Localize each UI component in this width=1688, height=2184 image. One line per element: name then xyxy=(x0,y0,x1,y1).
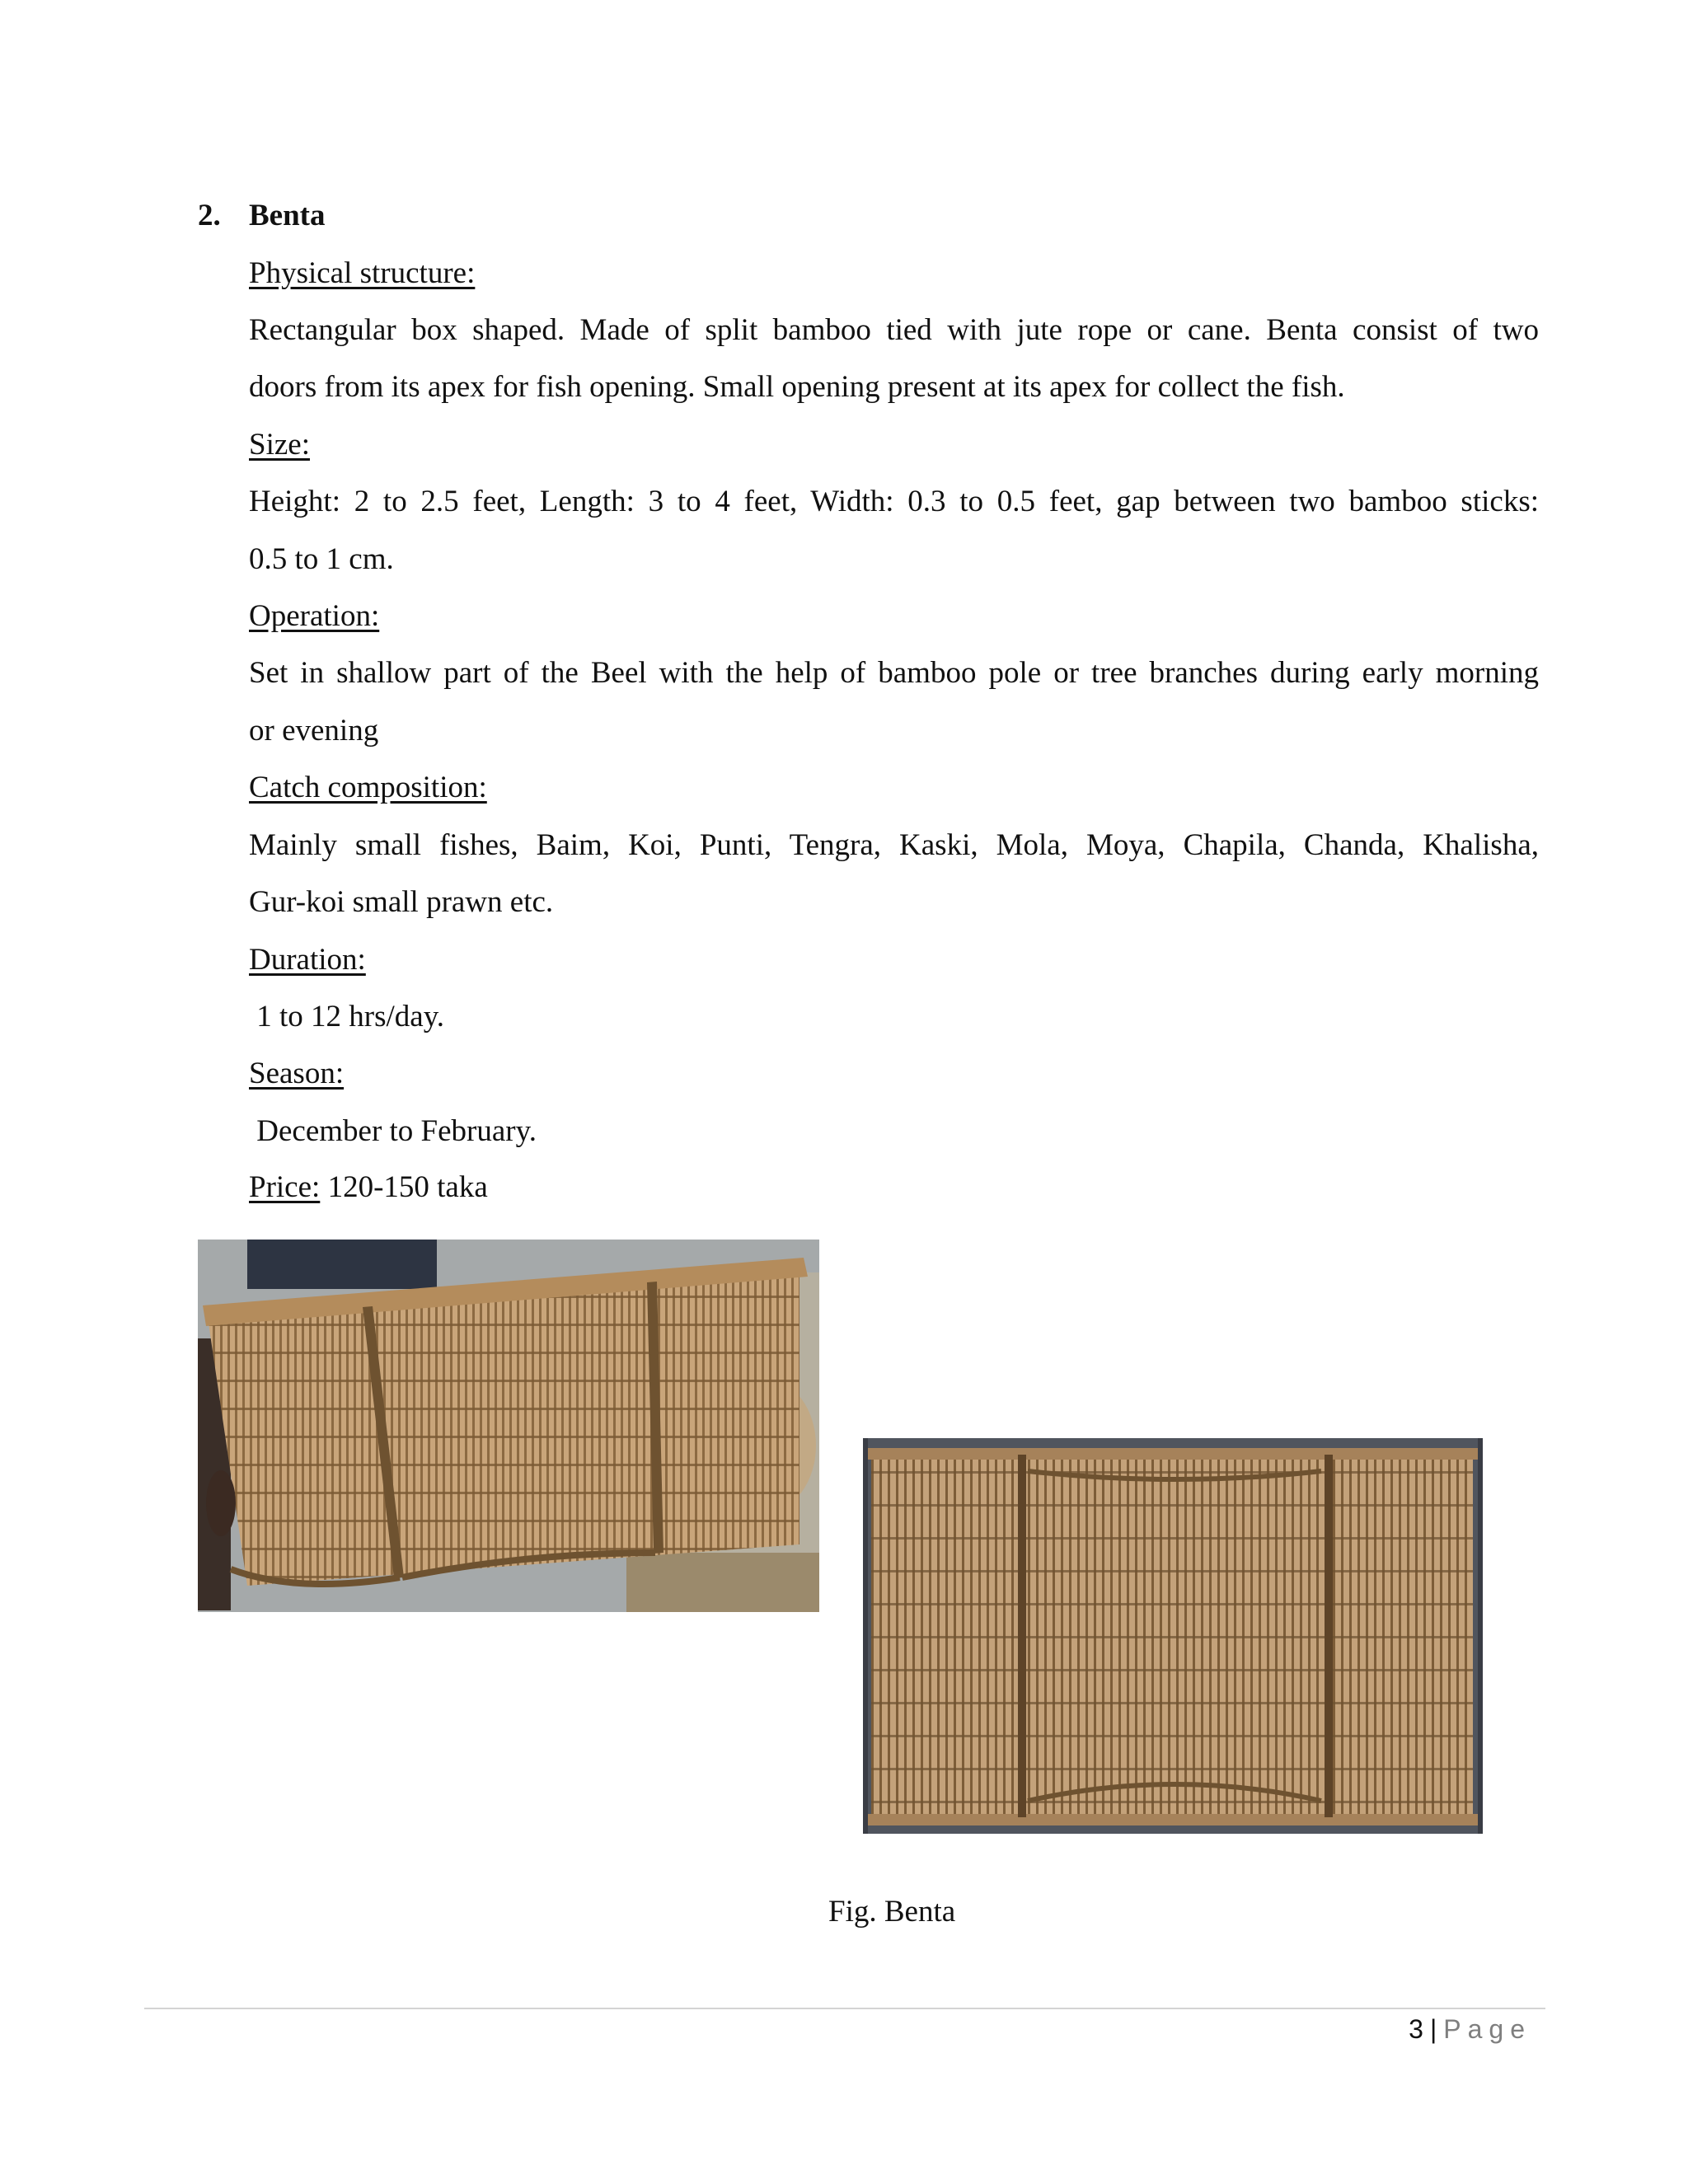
operation-line-2: or evening xyxy=(249,714,379,748)
figure-caption: Fig. Benta xyxy=(828,1895,956,1929)
page-number: 3 xyxy=(1409,2014,1423,2044)
benta-photo-2 xyxy=(863,1438,1483,1834)
price-label: Price: xyxy=(249,1170,321,1204)
catch-composition-line-1: Mainly small fishes, Baim, Koi, Punti, Tengra, Kaski, Mola, Moya, Chapila, Chanda, Khalisha, xyxy=(249,828,1539,862)
physical-structure-line-2: doors from its apex for fish opening. Small opening present at its apex for collect the fish. xyxy=(249,370,1345,404)
size-line-2: 0.5 to 1 cm. xyxy=(249,542,394,576)
operation-line-1: Set in shallow part of the Beel with the help of bamboo pole or tree branches during early morning xyxy=(249,656,1539,690)
price-value: 120-150 taka xyxy=(320,1170,488,1204)
page-word: Page xyxy=(1443,2014,1531,2044)
operation-label: Operation: xyxy=(249,599,380,633)
season-label: Season: xyxy=(249,1057,345,1090)
section-number: 2. xyxy=(198,199,221,232)
season-value: December to February. xyxy=(249,1114,537,1148)
section-title: Benta xyxy=(249,199,326,232)
duration-label: Duration: xyxy=(249,943,366,977)
page-footer xyxy=(1409,2011,1531,2047)
size-label: Size: xyxy=(249,428,310,462)
footer-divider xyxy=(144,2008,1545,2009)
benta-trap-image-1 xyxy=(198,1240,819,1612)
physical-structure-label: Physical structure: xyxy=(249,256,476,290)
duration-value: 1 to 12 hrs/day. xyxy=(249,1000,445,1033)
catch-composition-line-2: Gur-koi small prawn etc. xyxy=(249,885,554,919)
physical-structure-line-1: Rectangular box shaped. Made of split bamboo tied with jute rope or cane. Benta consist of two xyxy=(249,313,1539,347)
benta-photo-1 xyxy=(198,1240,819,1612)
section-heading xyxy=(198,195,326,237)
benta-trap-image-2 xyxy=(863,1438,1483,1834)
page-separator: | xyxy=(1429,2014,1437,2044)
size-line-1: Height: 2 to 2.5 feet, Length: 3 to 4 feet, Width: 0.3 to 0.5 feet, gap between two bamboo sticks: xyxy=(249,485,1539,518)
catch-composition-label: Catch composition: xyxy=(249,771,487,804)
price-row xyxy=(249,1167,488,1208)
